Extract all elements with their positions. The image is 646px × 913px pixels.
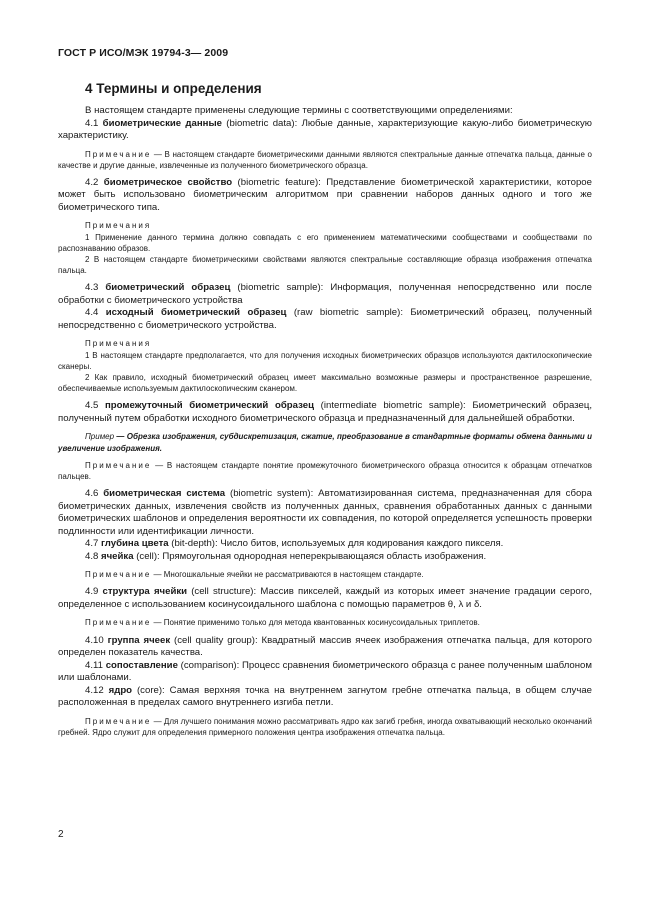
note-label: Примечание — [85, 460, 152, 470]
term-name: биометрическая система — [103, 488, 226, 500]
term-4-8: 4.8 ячейка (cell): Прямоугольная однородная неперекрывающаяся область изображения. — [85, 550, 487, 562]
term-name: структура ячейки — [102, 586, 188, 598]
term-name: ячейка — [101, 550, 134, 562]
term-4-12: 4.12 ядро (core): Самая верхняя точка на внутреннем загнутом гребне отпечатка пальца, в общем случае расположенная в пределах самого внутреннего изгиба петли. — [58, 684, 592, 709]
note-4-2-1: 1 Применение данного термина должно совпадать с его применением математическими сообществами и сообществами по распознаванию образов. — [58, 232, 592, 253]
note-4-1: Примечание — В настоящем стандарте биометрическими данными являются спектральные данные отпечатка пальца, данные о качестве и другие данные, извлеченные из полученного биометрического образца. — [58, 149, 592, 170]
note-label: Примечание — [85, 618, 152, 628]
notes-4-2-label: Примечания — [85, 221, 152, 231]
term-4-6: 4.6 биометрическая система (biometric system): Автоматизированная система, предназначенная для сбора биометрических данных, извлечения свойств из полученных данных, сравнения обработанных данных с данными биометрических шаблонов и определения вероятности их совпадения, по которой определяется успешность проверки подлинности или идентификации личности. — [58, 488, 592, 537]
note-label: Примечание — [85, 149, 152, 159]
term-4-10: 4.10 группа ячеек (cell quality group): Квадратный массив ячеек изображения отпечатка пальца, для которого определен показатель качества. — [58, 634, 592, 659]
term-4-7: 4.7 глубина цвета (bit-depth): Число битов, используемых для кодирования каждого пикселя. — [85, 538, 504, 550]
term-4-1: 4.1 биометрические данные (biometric data): Любые данные, характеризующие какую-либо биометрическую характеристику. — [58, 117, 592, 141]
term-name: глубина цвета — [101, 538, 169, 550]
note-4-2-2: 2 В настоящем стандарте биометрическими свойствами являются спектральные составляющие образца изображения отпечатка пальца. — [58, 255, 592, 276]
note-4-4-1: 1 В настоящем стандарте предполагается, что для получения исходных биометрических образцов используются дактилоскопические сканеры. — [58, 350, 592, 371]
term-4-3: 4.3 биометрический образец (biometric sample): Информация, полученная непосредственно или после обработки с биометрического устройства — [58, 282, 593, 306]
term-4-11: 4.11 сопоставление (comparison): Процесс сравнения биометрического образца с ранее полученным шаблоном или шаблонами. — [58, 659, 592, 684]
term-name: сопоставление — [105, 659, 178, 671]
term-4-2: 4.2 биометрическое свойство (biometric feature): Представление биометрической характеристики, которое может быть использовано биометрическим алгоритмом при сравнении наборов данных одного и того же биометрического типа. — [58, 176, 592, 213]
term-name: исходный биометрический образец — [105, 307, 287, 319]
term-4-5: 4.5 промежуточный биометрический образец (intermediate biometric sample): Биометрический образец, полученный путем обработки исходного биометрического образца и предназначенный для дальнейшей обработки. — [58, 400, 592, 424]
note-4-12: Примечание — Для лучшего понимания можно рассматривать ядро как загиб гребня, иногда охватывающий несколько окончаний гребней. Ядро служит для определения примерного положения центра изображения отпечатка пальца. — [58, 716, 592, 737]
term-4-9: 4.9 структура ячейки (cell structure): Массив пикселей, каждый из которых имеет значение градации серого, определенное с использованием косинусоидального шаблона с помощью параметров θ, λ и δ. — [58, 586, 592, 610]
term-4-4: 4.4 исходный биометрический образец (raw biometric sample): Биометрический образец, полученный непосредственно с биометрического устройства. — [58, 307, 592, 331]
notes-4-4-label: Примечания — [85, 339, 152, 349]
example-4-5: Пример — Обрезка изображения, субдискретизация, сжатие, преобразование в стандартные форматы обмена данными и увеличение изображения. — [58, 432, 592, 453]
document-header: ГОСТ Р ИСО/МЭК 19794-3— 2009 — [58, 47, 229, 59]
page-number: 2 — [58, 829, 64, 840]
intro-paragraph: В настоящем стандарте применены следующие термины с соответствующими определениями: — [85, 105, 513, 116]
term-name: ядро — [108, 684, 133, 696]
note-4-9: Примечание — Понятие применимо только для метода квантованных косинусоидальных триплетов. — [85, 618, 480, 628]
term-name: биометрический образец — [105, 282, 231, 294]
term-name: биометрическое свойство — [103, 176, 233, 188]
note-4-5: Примечание — В настоящем стандарте понятие промежуточного биометрического образца относится к образцам отпечатков пальцев. — [58, 460, 592, 482]
note-4-8: Примечание — Многошкальные ячейки не рассматриваются в настоящем стандарте. — [85, 570, 424, 580]
term-name: группа ячеек — [107, 634, 171, 646]
section-title: 4 Термины и определения — [85, 81, 262, 96]
note-label: Примечание — [85, 570, 152, 580]
note-label: Примечание — [85, 716, 152, 726]
document-body — [58, 105, 592, 738]
example-label: Пример — [85, 432, 115, 442]
term-name: биометрические данные — [102, 117, 222, 129]
term-name: промежуточный биометрический образец — [105, 400, 314, 412]
note-4-4-2: 2 Как правило, исходный биометрический образец имеет максимально возможные размеры и пространственное разрешение, обеспечиваемые используемым дактилоскопическим сканером. — [58, 373, 592, 394]
